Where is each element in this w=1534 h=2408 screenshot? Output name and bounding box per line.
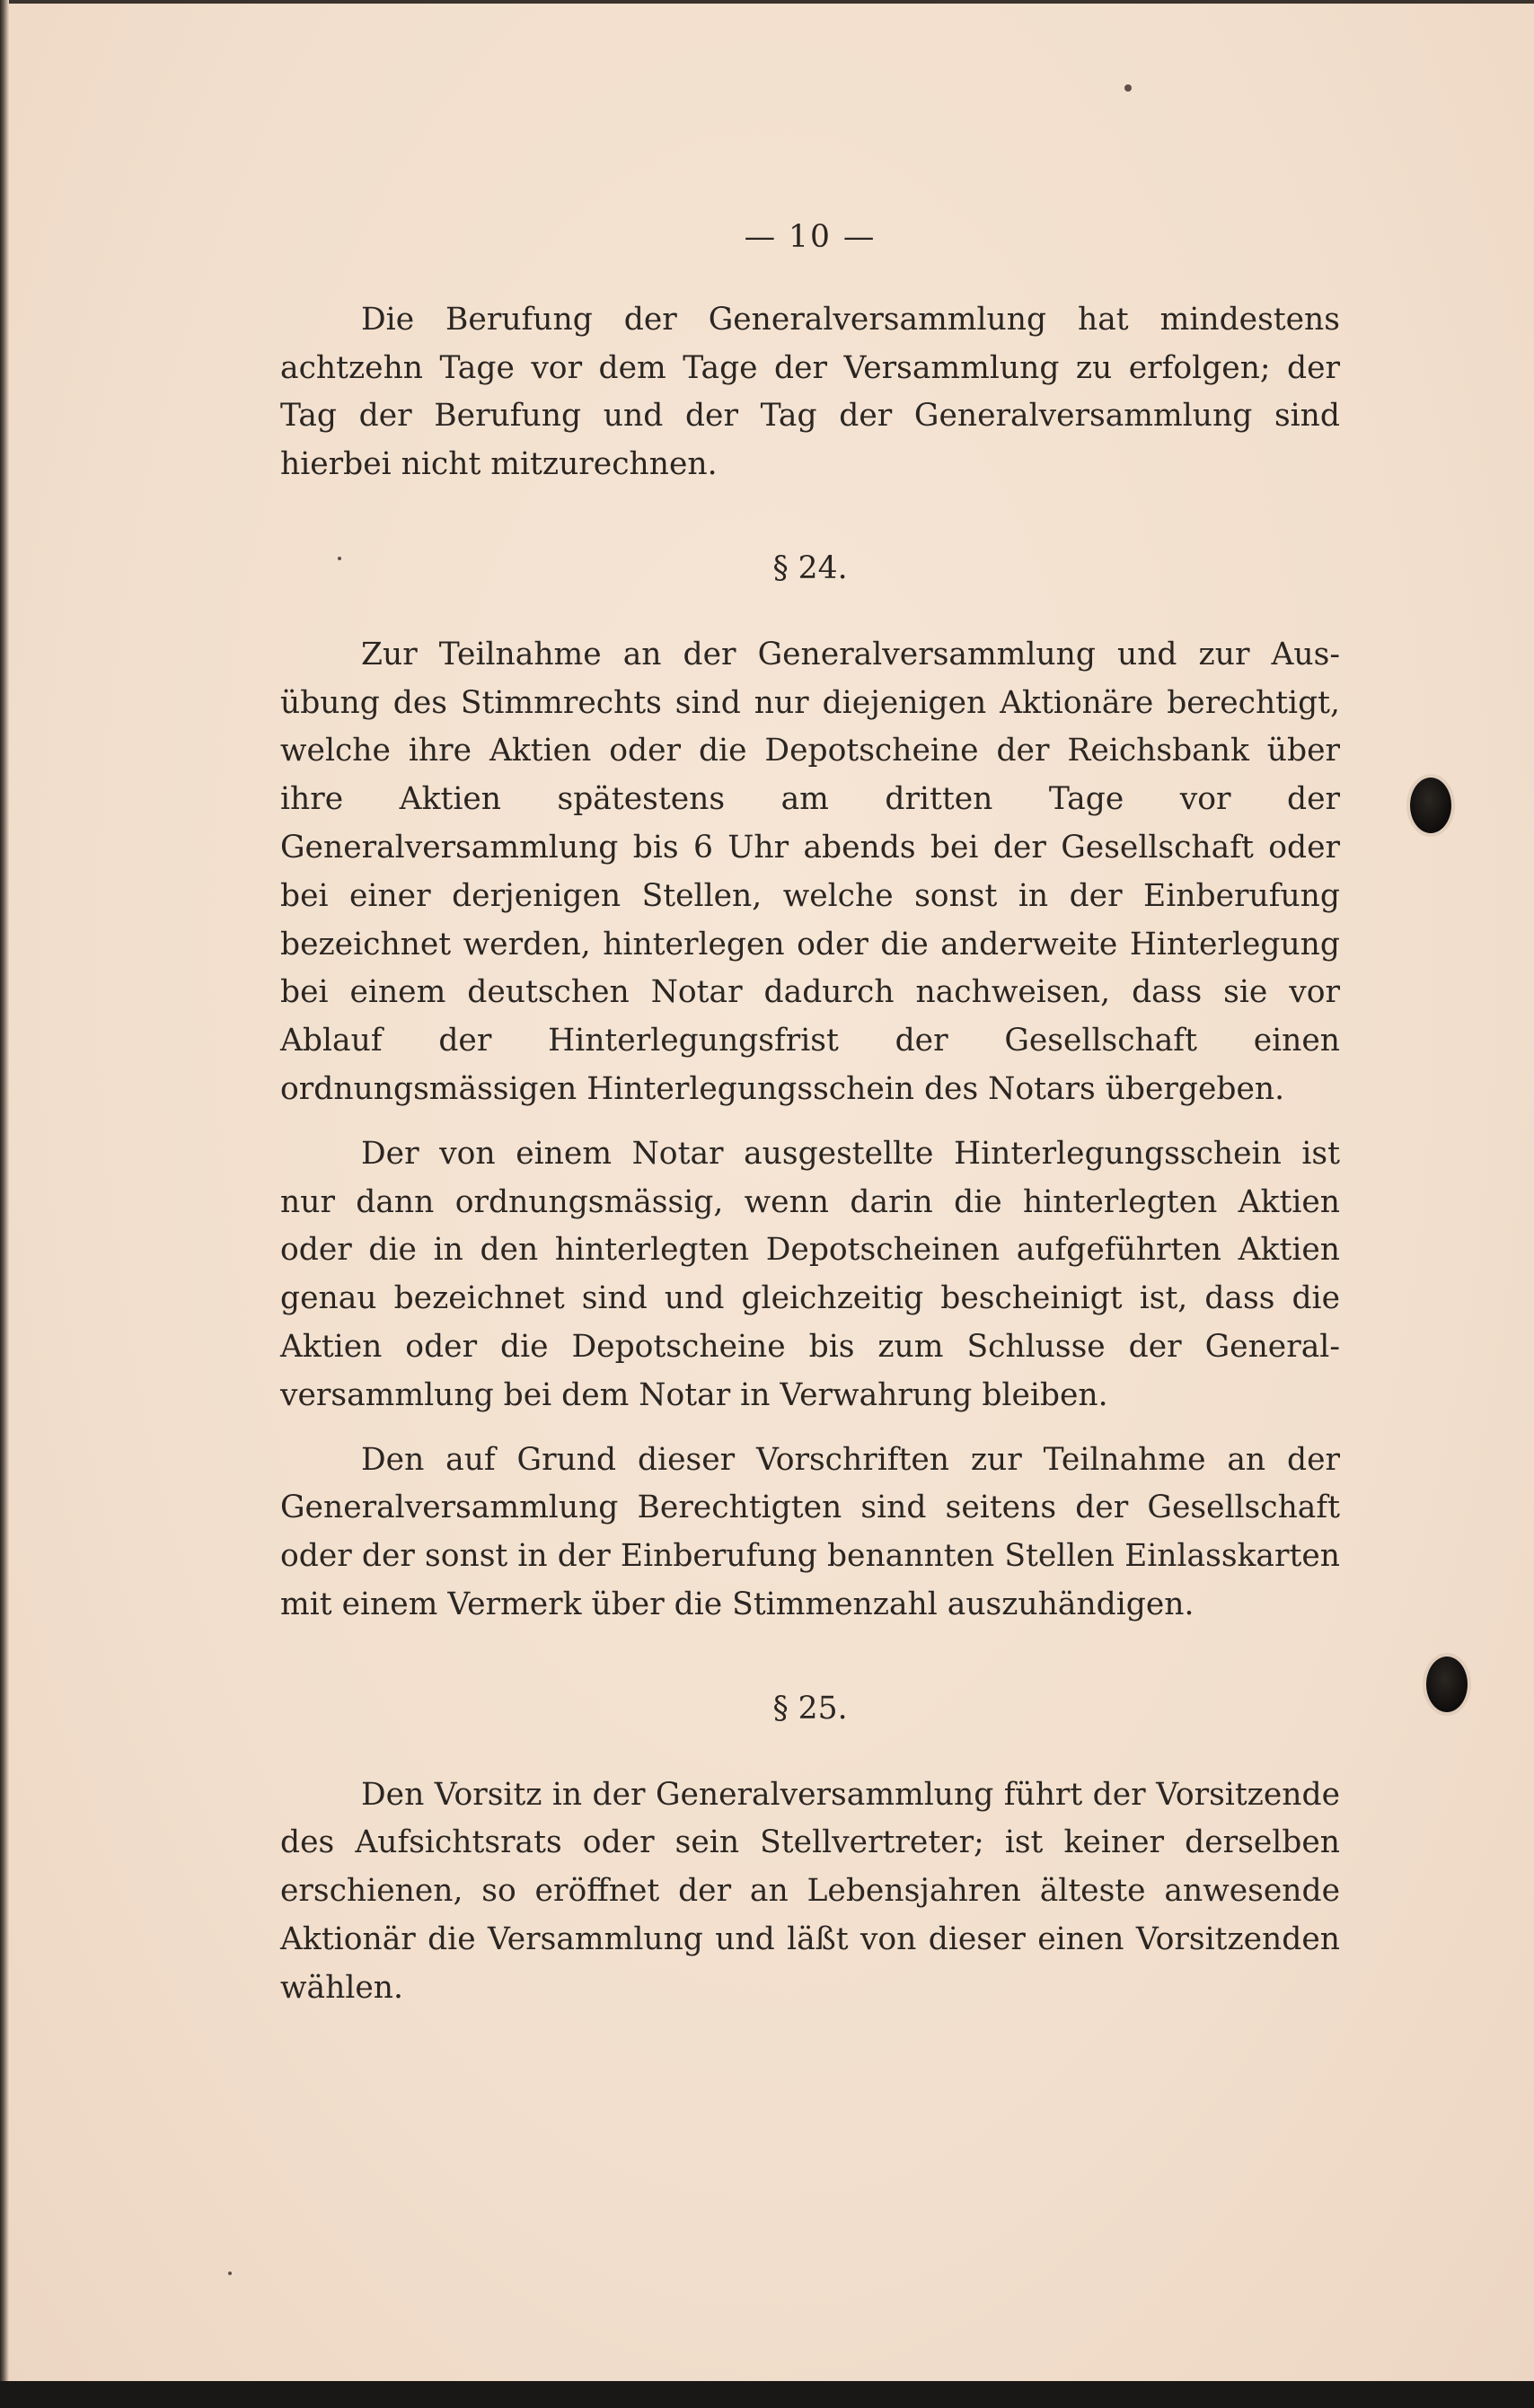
page-number: — 10 —: [744, 219, 877, 255]
punch-hole-upper: [1410, 778, 1451, 833]
paper-speck: [1124, 84, 1132, 92]
intro-paragraph: Die Berufung der Generalversammlung hat mindestens achtzehn Tage vor dem Tage der Versammlung zu erfolgen; der Tag der Berufung und der Tag der Generalversammlung sind hierbei nicht mitzurechnen.: [280, 301, 1340, 483]
section-24-heading: § 24.: [772, 549, 848, 586]
section-25-paragraph-1: Den Vorsitz in der Generalversammlung führt der Vorsitzende des Aufsichtsrats oder sein Stellvertreter; ist keiner derselben erschienen, so eröffnet der an Lebensjahren älteste anwesende Aktionär die Versammlung und läßt von dieser einen Vorsitzenden wählen.: [280, 1776, 1340, 2006]
section-24-paragraph-3: Den auf Grund dieser Vorschriften zur Teilnahme an der Generalversammlung Berechtigten sind seitens der Gesellschaft oder der sonst in der Einberufung benannten Stellen Einlasskarten mit einem Vermerk über die Stimmenzahl auszuhändigen.: [280, 1441, 1340, 1622]
document-text: [280, 214, 1340, 2013]
paper-speck: [228, 2272, 232, 2275]
paper-speck: [338, 557, 341, 560]
section-24-paragraph-1: Zur Teilnahme an der Generalversammlung und zur Ausübung des Stimmrechts sind nur diejenigen Aktionäre berechtigt, welche ihre Aktien oder die Depotscheine der Reichsbank über ihre Aktien spätestens am dritten Tage vor der Generalversammlung bis 6 Uhr abends bei der Gesellschaft oder bei einer derjenigen Stellen, welche sonst in der Einberufung bezeichnet werden, hinterlegen oder die anderweite Hinterlegung bei einem deutschen Notar dadurch nachweisen, dass sie vor Ablauf der Hinterlegungsfrist der Gesellschaft einen ordnungsmässigen Hinterlegungsschein des Notars übergeben.: [280, 636, 1340, 1107]
punch-hole-lower: [1426, 1657, 1468, 1712]
section-25-heading: § 25.: [772, 1690, 848, 1727]
page-left-edge: [0, 0, 9, 2381]
section-24-paragraph-2: Der von einem Notar ausgestellte Hinterlegungsschein ist nur dann ordnungsmässig, wenn darin die hinterlegten Aktien oder die in den hinterlegten Depotscheinen aufgeführten Aktien genau bezeichnet sind und gleichzeitig bescheinigt ist, dass die Aktien oder die Depotscheine bis zum Schlusse der Generalversammlung bei dem Notar in Verwahrung bleiben.: [280, 1135, 1340, 1413]
page-top-edge: [0, 0, 1534, 4]
scan-bottom-border: [0, 2381, 1534, 2408]
